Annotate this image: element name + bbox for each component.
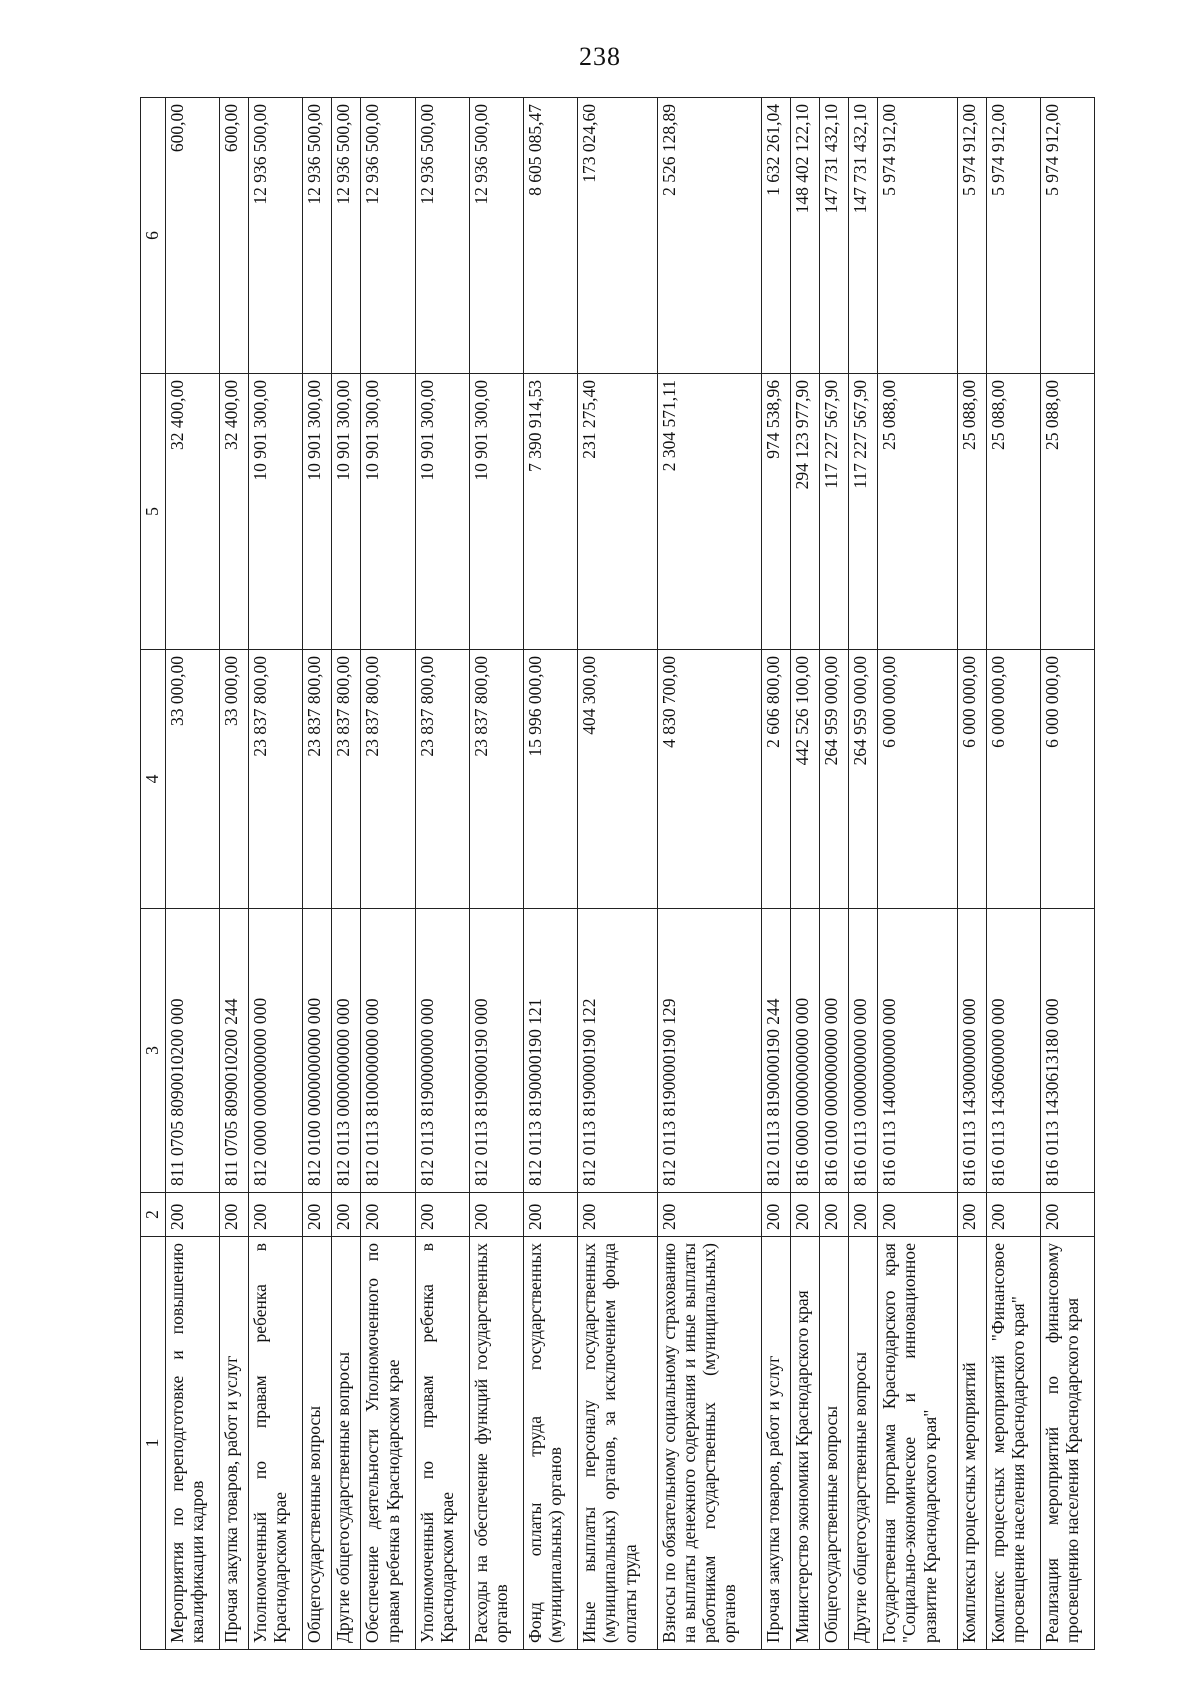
cell-amount-col5: 294 123 977,90 [791,374,820,650]
table-body [166,98,1095,1650]
cell-amount-col6: 12 936 500,00 [415,98,469,374]
cell-amount-col4: 6 000 000,00 [878,650,957,909]
cell-col2: 200 [957,1193,986,1237]
cell-name: Обеспечение деятельности Уполномоченного по правам ребенка в Краснодарском крае [361,1237,415,1650]
cell-code: 812 0100 0000000000 000 [303,909,332,1193]
cell-col2: 200 [523,1193,577,1237]
cell-col2: 200 [332,1193,361,1237]
cell-name: Прочая закупка товаров, работ и услуг [220,1237,249,1650]
table-row [415,98,469,1650]
table-row [849,98,878,1650]
cell-code: 812 0113 0000000000 000 [332,909,361,1193]
cell-name: Комплекс процессных мероприятий "Финансовое просвещение населения Краснодарского края" [986,1237,1040,1650]
cell-code: 812 0113 8190000190 129 [657,909,762,1193]
cell-amount-col5: 10 901 300,00 [249,374,303,650]
cell-amount-col6: 173 024,60 [578,98,657,374]
cell-amount-col5: 2 304 571,11 [657,374,762,650]
cell-name: Другие общегосударственные вопросы [849,1237,878,1650]
cell-amount-col4: 6 000 000,00 [986,650,1040,909]
cell-name: Другие общегосударственные вопросы [332,1237,361,1650]
table-row [166,98,220,1650]
column-header: 5 [141,374,166,650]
cell-col2: 200 [415,1193,469,1237]
table-row [986,98,1040,1650]
cell-amount-col4: 33 000,00 [220,650,249,909]
cell-name: Государственная программа Краснодарского края "Социально-экономическое и инновационное развитие Краснодарского края" [878,1237,957,1650]
cell-amount-col5: 10 901 300,00 [415,374,469,650]
cell-code: 816 0113 1430600000 000 [986,909,1040,1193]
cell-code: 811 0705 8090010200 000 [166,909,220,1193]
cell-amount-col6: 147 731 432,10 [849,98,878,374]
cell-name: Общегосударственные вопросы [303,1237,332,1650]
cell-amount-col6: 5 974 912,00 [1040,98,1094,374]
cell-code: 812 0113 8190000190 122 [578,909,657,1193]
cell-amount-col4: 6 000 000,00 [1040,650,1094,909]
page-number: 238 [579,42,621,71]
header-row [141,98,166,1650]
cell-name: Прочая закупка товаров, работ и услуг [762,1237,791,1650]
table-row [249,98,303,1650]
cell-code: 816 0113 1430613180 000 [1040,909,1094,1193]
cell-name: Мероприятия по переподготовке и повышению квалификации кадров [166,1237,220,1650]
cell-amount-col6: 12 936 500,00 [249,98,303,374]
table-row [578,98,657,1650]
cell-col2: 200 [849,1193,878,1237]
cell-amount-col6: 600,00 [166,98,220,374]
cell-amount-col4: 2 606 800,00 [762,650,791,909]
cell-code: 812 0000 0000000000 000 [249,909,303,1193]
table-row [303,98,332,1650]
cell-amount-col5: 117 227 567,90 [820,374,849,650]
cell-amount-col5: 10 901 300,00 [361,374,415,650]
cell-col2: 200 [1040,1193,1094,1237]
cell-col2: 200 [578,1193,657,1237]
cell-col2: 200 [249,1193,303,1237]
cell-amount-col4: 15 996 000,00 [523,650,577,909]
cell-name: Взносы по обязательному социальному страхованию на выплаты денежного содержания и иные выплаты работникам государственных (муниципальных) органов [657,1237,762,1650]
cell-amount-col5: 10 901 300,00 [332,374,361,650]
cell-code: 812 0113 8190000000 000 [415,909,469,1193]
cell-amount-col4: 23 837 800,00 [332,650,361,909]
cell-col2: 200 [361,1193,415,1237]
cell-amount-col5: 10 901 300,00 [303,374,332,650]
cell-amount-col4: 23 837 800,00 [249,650,303,909]
column-header: 3 [141,909,166,1193]
cell-amount-col5: 10 901 300,00 [469,374,523,650]
table-row [791,98,820,1650]
cell-amount-col6: 12 936 500,00 [332,98,361,374]
cell-col2: 200 [820,1193,849,1237]
cell-col2: 200 [791,1193,820,1237]
cell-amount-col4: 264 959 000,00 [820,650,849,909]
cell-amount-col4: 6 000 000,00 [957,650,986,909]
cell-amount-col6: 5 974 912,00 [986,98,1040,374]
cell-amount-col5: 32 400,00 [166,374,220,650]
cell-amount-col4: 23 837 800,00 [303,650,332,909]
table-row [469,98,523,1650]
cell-amount-col5: 231 275,40 [578,374,657,650]
cell-name: Министерство экономики Краснодарского края [791,1237,820,1650]
cell-code: 816 0100 0000000000 000 [820,909,849,1193]
cell-col2: 200 [166,1193,220,1237]
cell-amount-col6: 147 731 432,10 [820,98,849,374]
cell-amount-col4: 23 837 800,00 [469,650,523,909]
cell-amount-col5: 25 088,00 [986,374,1040,650]
cell-name: Общегосударственные вопросы [820,1237,849,1650]
cell-amount-col5: 25 088,00 [878,374,957,650]
budget-table [140,97,1095,1650]
cell-amount-col6: 12 936 500,00 [469,98,523,374]
table-row [220,98,249,1650]
cell-amount-col6: 2 526 128,89 [657,98,762,374]
cell-amount-col6: 12 936 500,00 [361,98,415,374]
cell-amount-col5: 25 088,00 [957,374,986,650]
cell-code: 812 0113 8100000000 000 [361,909,415,1193]
cell-amount-col6: 5 974 912,00 [957,98,986,374]
cell-amount-col4: 23 837 800,00 [361,650,415,909]
table-row [957,98,986,1650]
cell-amount-col5: 32 400,00 [220,374,249,650]
cell-col2: 200 [986,1193,1040,1237]
cell-col2: 200 [303,1193,332,1237]
table-row [1040,98,1094,1650]
cell-amount-col4: 404 300,00 [578,650,657,909]
cell-amount-col4: 4 830 700,00 [657,650,762,909]
cell-col2: 200 [762,1193,791,1237]
column-header: 4 [141,650,166,909]
table-row [332,98,361,1650]
cell-col2: 200 [220,1193,249,1237]
cell-amount-col4: 23 837 800,00 [415,650,469,909]
cell-name: Расходы на обеспечение функций государственных органов [469,1237,523,1650]
cell-name: Уполномоченный по правам ребенка в Краснодарском крае [249,1237,303,1650]
cell-code: 811 0705 8090010200 244 [220,909,249,1193]
rotated-table-container [140,98,1095,1650]
cell-code: 812 0113 8190000190 000 [469,909,523,1193]
table-row [820,98,849,1650]
cell-code: 816 0113 1400000000 000 [878,909,957,1193]
cell-amount-col5: 25 088,00 [1040,374,1094,650]
cell-col2: 200 [469,1193,523,1237]
cell-amount-col6: 5 974 912,00 [878,98,957,374]
table-row [361,98,415,1650]
cell-code: 812 0113 8190000190 121 [523,909,577,1193]
cell-name: Иные выплаты персоналу государственных (муниципальных) органов, за исключением фонда оплаты труда [578,1237,657,1650]
table-row [878,98,957,1650]
table-row [657,98,762,1650]
cell-code: 816 0000 0000000000 000 [791,909,820,1193]
column-header: 1 [141,1237,166,1650]
column-header: 2 [141,1193,166,1237]
cell-amount-col6: 8 605 085,47 [523,98,577,374]
cell-amount-col6: 1 632 261,04 [762,98,791,374]
cell-amount-col5: 117 227 567,90 [849,374,878,650]
cell-code: 816 0113 0000000000 000 [849,909,878,1193]
table-row [523,98,577,1650]
cell-amount-col5: 974 538,96 [762,374,791,650]
cell-amount-col6: 600,00 [220,98,249,374]
cell-amount-col5: 7 390 914,53 [523,374,577,650]
cell-name: Фонд оплаты труда государственных (муниципальных) органов [523,1237,577,1650]
cell-amount-col6: 12 936 500,00 [303,98,332,374]
cell-col2: 200 [657,1193,762,1237]
cell-amount-col4: 442 526 100,00 [791,650,820,909]
cell-code: 812 0113 8190000190 244 [762,909,791,1193]
cell-amount-col4: 264 959 000,00 [849,650,878,909]
cell-name: Комплексы процессных мероприятий [957,1237,986,1650]
cell-code: 816 0113 1430000000 000 [957,909,986,1193]
column-header: 6 [141,98,166,374]
cell-amount-col4: 33 000,00 [166,650,220,909]
cell-amount-col6: 148 402 122,10 [791,98,820,374]
cell-name: Реализация мероприятий по финансовому просвещению населения Краснодарского края [1040,1237,1094,1650]
table-row [762,98,791,1650]
cell-name: Уполномоченный по правам ребенка в Краснодарском крае [415,1237,469,1650]
cell-col2: 200 [878,1193,957,1237]
